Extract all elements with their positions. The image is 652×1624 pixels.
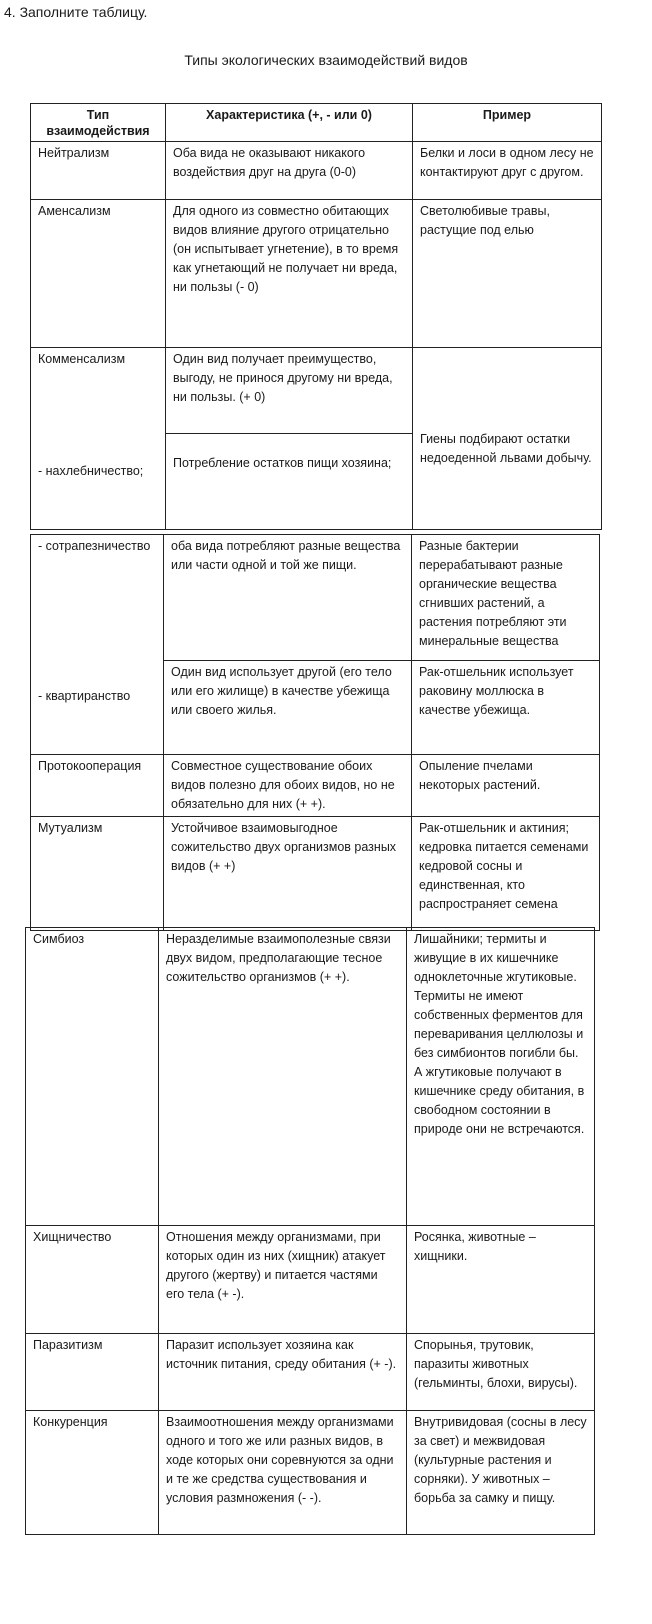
table-part-2: [30, 534, 600, 931]
type-cell: Комменсализм: [31, 348, 166, 434]
characteristic-cell: Один вид использует другой (его тело или его жилище) в качестве убежища или своего жилья.: [164, 661, 412, 755]
type-cell: - сотрапезничество: [31, 535, 164, 661]
characteristic-cell: Паразит использует хозяина как источник питания, среду обитания (+ -).: [159, 1334, 407, 1411]
table-row: [26, 1411, 595, 1535]
characteristic-cell: Потребление остатков пищи хозяина;: [166, 434, 413, 530]
example-cell: Росянка, животные – хищники.: [407, 1226, 595, 1334]
table-row: [26, 1226, 595, 1334]
type-cell: Протокооперация: [31, 755, 164, 817]
example-cell: Внутривидовая (сосны в лесу за свет) и межвидовая (культурные растения и сорняки). У животных – борьба за самку и пищу.: [407, 1411, 595, 1535]
type-cell: Хищничество: [26, 1226, 159, 1334]
table-part-1: [30, 103, 602, 530]
header-characteristic: Характеристика (+, - или 0): [166, 104, 413, 142]
table-row: [31, 142, 602, 200]
table-row: [31, 817, 600, 931]
characteristic-cell: Устойчивое взаимовыгодное сожительство двух организмов разных видов (+ +): [164, 817, 412, 931]
characteristic-cell: Для одного из совместно обитающих видов влияние другого отрицательно (он испытывает угнетение), в то время как угнетающий не получает ни вреда, ни пользы (- 0): [166, 200, 413, 348]
table-row: [31, 348, 602, 434]
example-cell: Разные бактерии перерабатывают разные органические вещества сгнивших растений, а растения потребляют эти минеральные вещества: [412, 535, 600, 661]
example-cell: Гиены подбирают остатки недоеденной львами добычу.: [413, 348, 602, 530]
example-cell: Рак-отшельник и актиния; кедровка питается семенами кедровой сосны и единственная, кто распространяет семена: [412, 817, 600, 931]
table-title: Типы экологических взаимодействий видов: [184, 52, 468, 68]
type-cell: - нахлебничество;: [31, 434, 166, 530]
characteristic-cell: Совместное существование обоих видов полезно для обоих видов, но не обязательно для них (+ +).: [164, 755, 412, 817]
table-row: [31, 661, 600, 755]
characteristic-cell: Отношения между организмами, при которых один из них (хищник) атакует другого (жертву) и питается частями его тела (+ -).: [159, 1226, 407, 1334]
type-cell: Аменсализм: [31, 200, 166, 348]
characteristic-cell: Один вид получает преимущество, выгоду, не принося другому ни вреда, ни пользы. (+ 0): [166, 348, 413, 434]
type-cell: Паразитизм: [26, 1334, 159, 1411]
example-cell: Опыление пчелами некоторых растений.: [412, 755, 600, 817]
example-cell: Белки и лоси в одном лесу не контактируют друг с другом.: [413, 142, 602, 200]
table-row: [31, 535, 600, 661]
example-cell: Спорынья, трутовик, паразиты животных (гельминты, блохи, вирусы).: [407, 1334, 595, 1411]
type-cell: Нейтрализм: [31, 142, 166, 200]
table-row: [26, 1334, 595, 1411]
characteristic-cell: Неразделимые взаимополезные связи двух видом, предполагающие тесное сожительство организмов (+ +).: [159, 928, 407, 1226]
table-row: [31, 755, 600, 817]
type-cell: Конкуренция: [26, 1411, 159, 1535]
characteristic-cell: оба вида потребляют разные вещества или части одной и той же пищи.: [164, 535, 412, 661]
type-cell: - квартиранство: [31, 661, 164, 755]
header-type: Тип взаимодействия: [31, 104, 166, 142]
example-cell: Светолюбивые травы, растущие под елью: [413, 200, 602, 348]
example-cell: Рак-отшельник использует раковину моллюска в качестве убежища.: [412, 661, 600, 755]
table-row: [31, 200, 602, 348]
type-cell: Симбиоз: [26, 928, 159, 1226]
table-row: [26, 928, 595, 1226]
table-part-3: [25, 927, 595, 1535]
example-cell: Лишайники; термиты и живущие в их кишечнике одноклеточные жгутиковые. Термиты не имеют собственных ферментов для переваривания целлюлозы и без симбионтов погибли бы. А жгутиковые получают в кишечнике среду обитания, в свободном состоянии в природе они не встречаются.: [407, 928, 595, 1226]
type-cell: Мутуализм: [31, 817, 164, 931]
header-row: [31, 104, 602, 142]
task-heading: 4. Заполните таблицу.: [4, 4, 148, 20]
header-example: Пример: [413, 104, 602, 142]
characteristic-cell: Оба вида не оказывают никакого воздействия друг на друга (0-0): [166, 142, 413, 200]
characteristic-cell: Взаимоотношения между организмами одного и того же или разных видов, в ходе которых они соревнуются за одни и те же средства существования и условия размножения (- -).: [159, 1411, 407, 1535]
